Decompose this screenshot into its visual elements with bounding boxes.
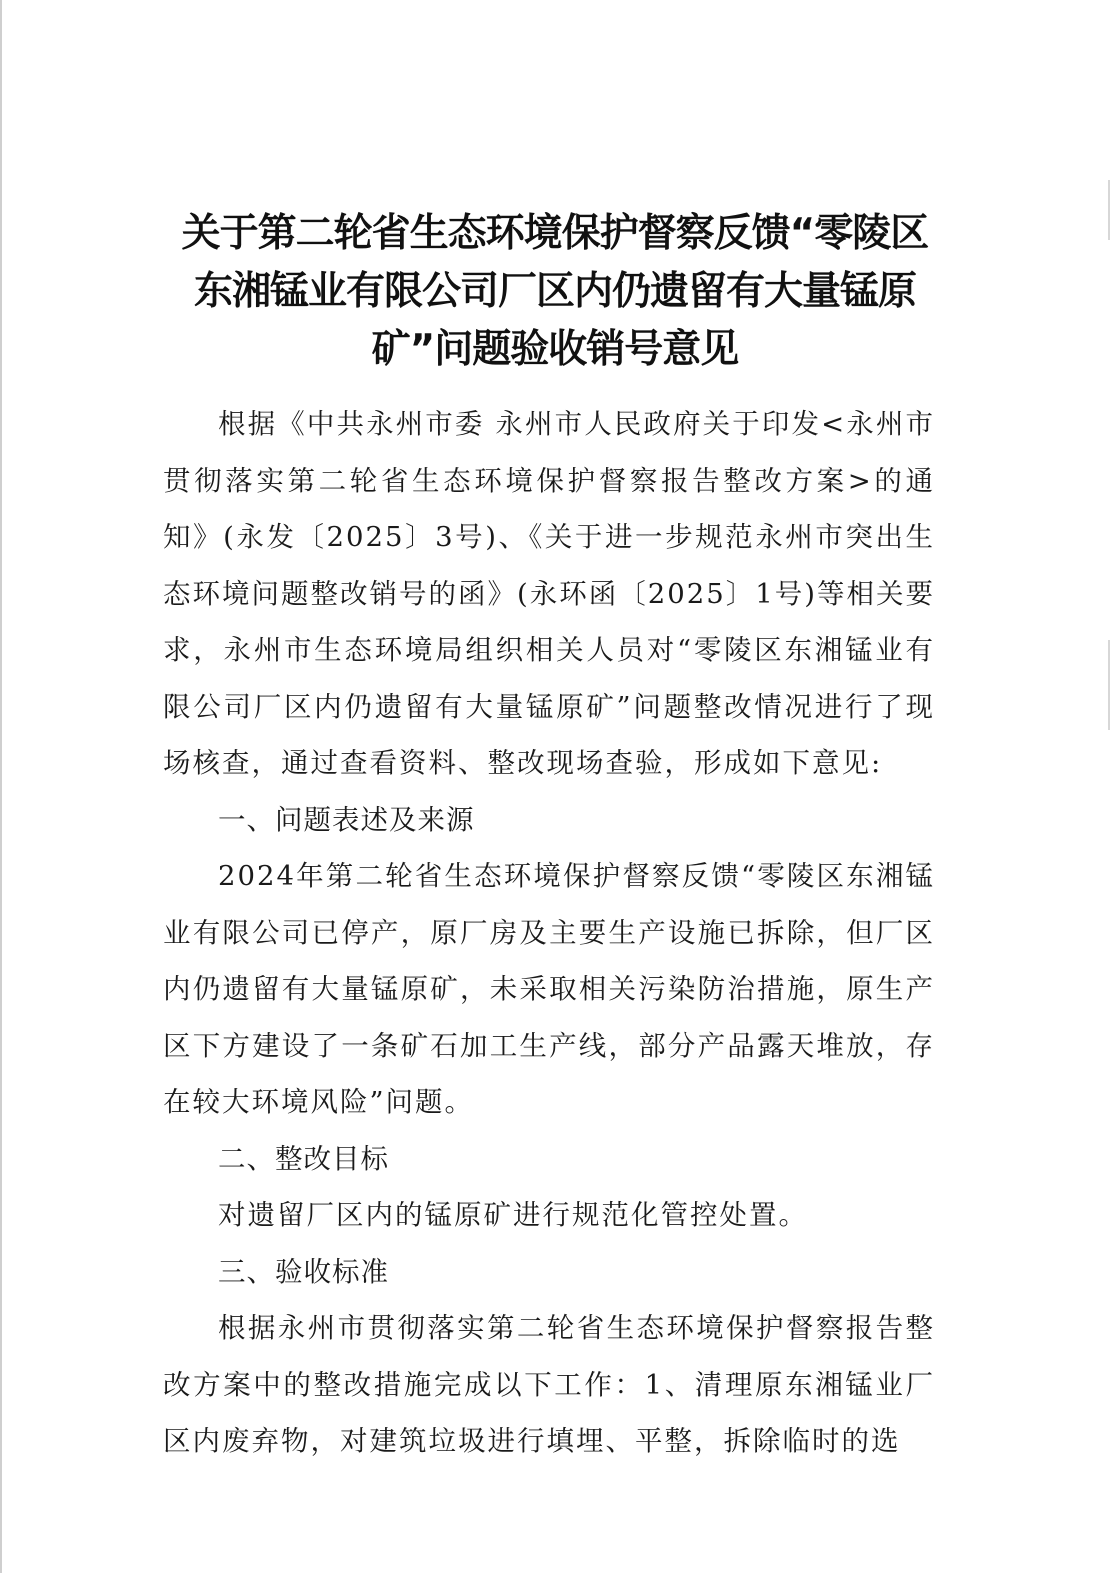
title-line: 关于第二轮省生态环境保护督察反馈“零陵区 [181,211,929,256]
section-paragraph: 对遗留厂区内的锰原矿进行规范化管控处置。 [218,1199,808,1231]
section-heading: 二、整改目标 [218,1142,389,1175]
scan-speck [1108,180,1110,240]
title-line: 矿”问题验收销号意见 [371,327,739,372]
document-title [165,205,945,379]
section-heading: 三、验收标准 [218,1255,389,1288]
section-heading: 一、问题表述及来源 [218,803,475,836]
title-line: 东湘锰业有限公司厂区内仍遗留有大量锰原 [193,269,916,314]
intro-paragraph: 根据《中共永州市委 永州市人民政府关于印发<永州市贯彻落实第二轮省生态环境保护督察报告整改方案>的通知》(永发〔2025〕3号)、《关于进一步规范永州市突出生态环境问题整改销号的函》(永环函〔2025〕1号)等相关要求，永州市生态环境局组织相关人员对“零陵区东湘锰业有限公司厂区内仍遗留有大量锰原矿”问题整改情况进行了现场核查，通过查看资料、整改现场查验，形成如下意见: [163,408,935,779]
section-paragraph: 2024年第二轮省生态环境保护督察反馈“零陵区东湘锰业有限公司已停产，原厂房及主要生产设施已拆除，但厂区内仍遗留有大量锰原矿，未采取相关污染防治措施，原生产区下方建设了一条矿石加工生产线，部分产品露天堆放，存在较大环境风险”问题。 [163,860,935,1118]
scan-edge [0,0,2,1573]
section-paragraph: 根据永州市贯彻落实第二轮省生态环境保护督察报告整改方案中的整改措施完成以下工作：1、清理原东湘锰业厂区内废弃物，对建筑垃圾进行填埋、平整，拆除临时的选 [163,1312,935,1457]
document-body [163,396,935,1470]
scan-speck [1108,640,1110,730]
